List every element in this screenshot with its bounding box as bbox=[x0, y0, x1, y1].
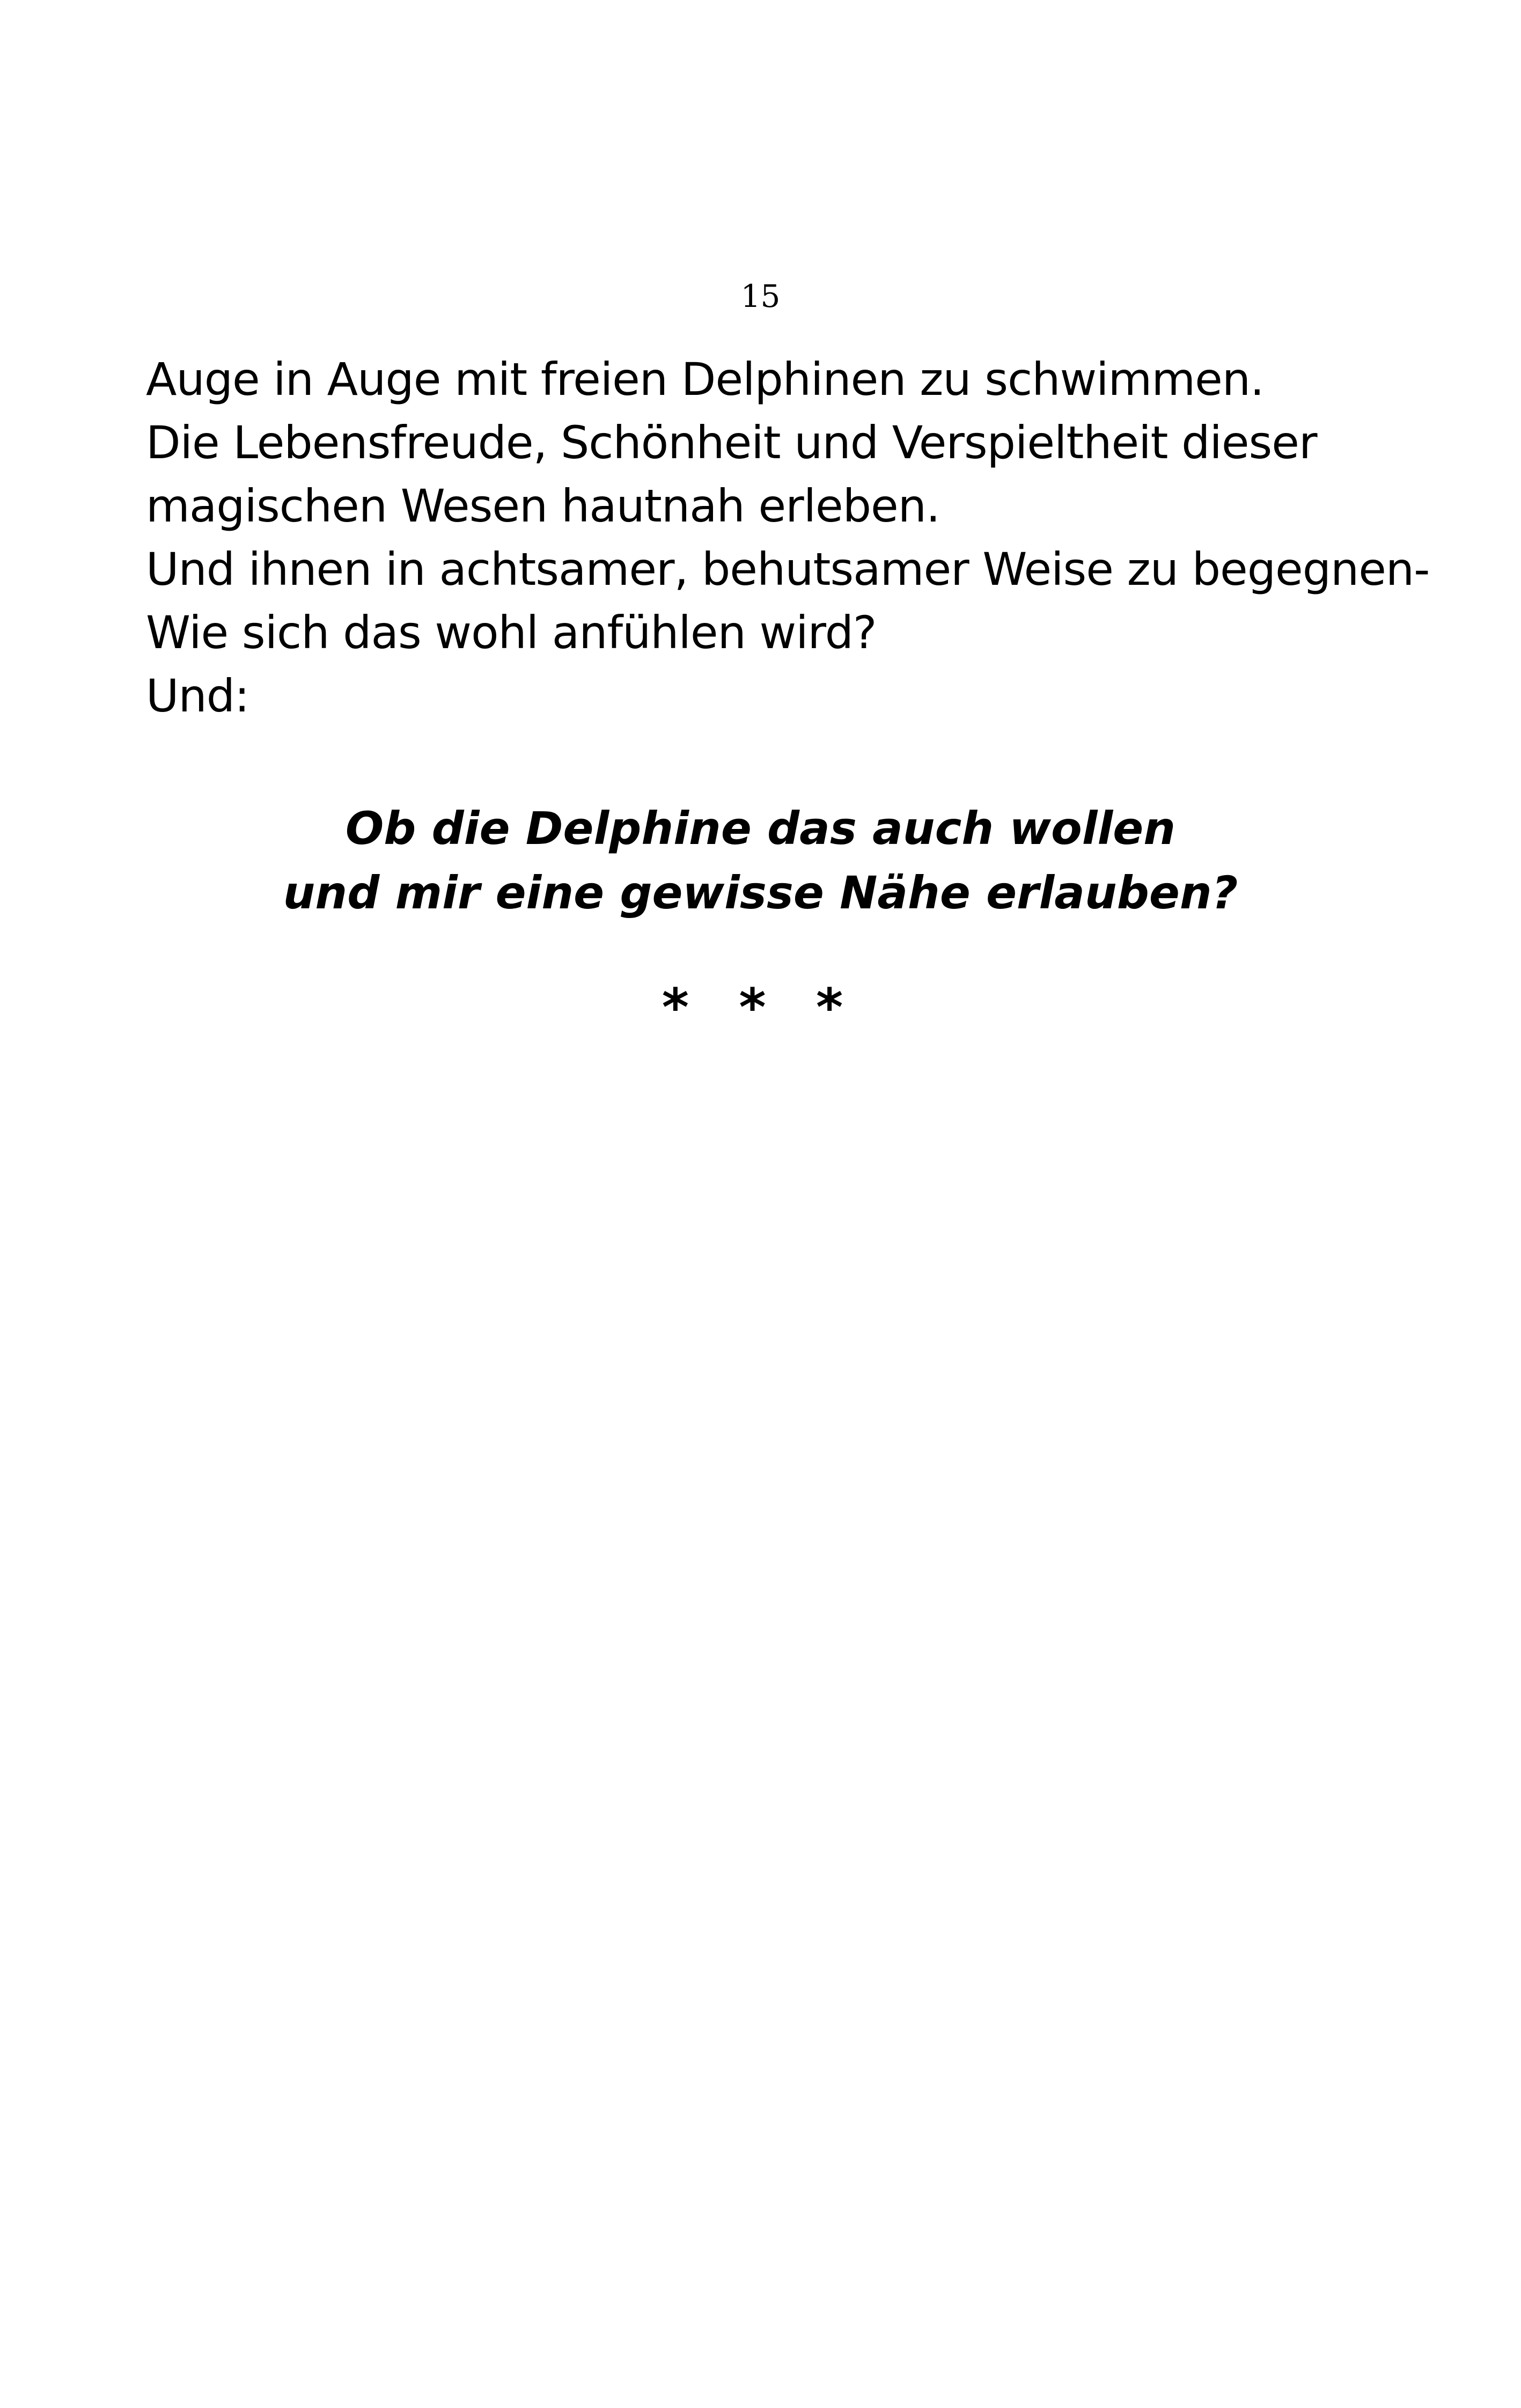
emphasized-question bbox=[0, 796, 1521, 925]
body-line: Auge in Auge mit freien Delphinen zu schwimmen. bbox=[146, 353, 1264, 406]
body-line: Wie sich das wohl anfühlen wird? bbox=[146, 606, 877, 659]
page-number: 15 bbox=[740, 278, 781, 314]
quote-line: und mir eine gewisse Nähe erlauben? bbox=[283, 867, 1238, 919]
section-separator: * * * bbox=[662, 978, 859, 1038]
body-paragraph bbox=[146, 348, 1434, 728]
body-line: Die Lebensfreude, Schönheit und Verspieltheit dieser bbox=[146, 416, 1317, 469]
quote-line: Ob die Delphine das auch wollen bbox=[345, 802, 1176, 855]
body-line: magischen Wesen hautnah erleben. bbox=[146, 480, 940, 532]
body-line: Und: bbox=[146, 670, 249, 722]
body-line: Und ihnen in achtsamer, behutsamer Weise zu begegnen- bbox=[146, 543, 1430, 596]
